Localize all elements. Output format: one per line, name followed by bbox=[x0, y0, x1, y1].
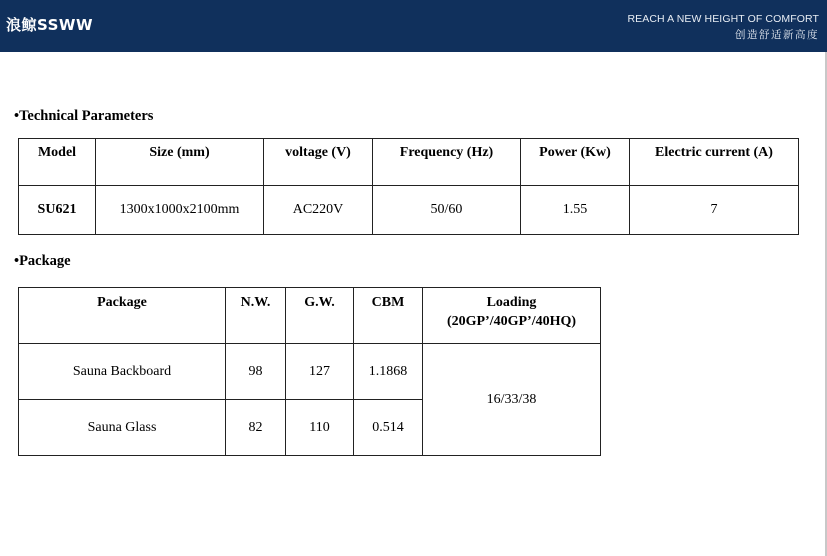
cell-package: Sauna Glass bbox=[19, 400, 226, 456]
cell-frequency: 50/60 bbox=[373, 186, 521, 235]
technical-parameters-title: •Technical Parameters bbox=[14, 108, 154, 124]
table-header-row bbox=[19, 288, 601, 344]
cell-size: 1300x1000x2100mm bbox=[96, 186, 264, 235]
header-voltage: voltage (V) bbox=[264, 139, 373, 186]
header-frequency: Frequency (Hz) bbox=[373, 139, 521, 186]
header-gross-weight: G.W. bbox=[286, 288, 354, 344]
cell-cbm: 0.514 bbox=[354, 400, 423, 456]
cell-model: SU621 bbox=[19, 186, 96, 235]
cell-power: 1.55 bbox=[521, 186, 630, 235]
cell-gross-weight: 127 bbox=[286, 344, 354, 400]
tagline bbox=[627, 13, 819, 42]
table-header-row bbox=[19, 139, 799, 186]
header-electric-current: Electric current (A) bbox=[630, 139, 799, 186]
cell-net-weight: 82 bbox=[226, 400, 286, 456]
header-loading bbox=[423, 288, 601, 344]
technical-parameters-table bbox=[18, 138, 799, 235]
header-bar bbox=[0, 0, 827, 52]
cell-voltage: AC220V bbox=[264, 186, 373, 235]
header-model: Model bbox=[19, 139, 96, 186]
package-title: •Package bbox=[14, 253, 71, 269]
tagline-english: REACH A NEW HEIGHT OF COMFORT bbox=[627, 13, 819, 25]
header-power: Power (Kw) bbox=[521, 139, 630, 186]
cell-loading: 16/33/38 bbox=[423, 344, 601, 456]
cell-gross-weight: 110 bbox=[286, 400, 354, 456]
table-row bbox=[19, 344, 601, 400]
tagline-chinese: 创造舒适新高度 bbox=[735, 29, 819, 41]
cell-net-weight: 98 bbox=[226, 344, 286, 400]
cell-cbm: 1.1868 bbox=[354, 344, 423, 400]
package-table bbox=[18, 287, 601, 456]
cell-package: Sauna Backboard bbox=[19, 344, 226, 400]
table-row bbox=[19, 186, 799, 235]
header-loading-label: Loading bbox=[486, 295, 537, 310]
cell-electric-current: 7 bbox=[630, 186, 799, 235]
brand-logo: 浪鲸SSWW bbox=[6, 16, 94, 34]
header-package: Package bbox=[19, 288, 226, 344]
header-size: Size (mm) bbox=[96, 139, 264, 186]
header-net-weight: N.W. bbox=[226, 288, 286, 344]
header-cbm: CBM bbox=[354, 288, 423, 344]
header-loading-containers: (20GP’/40GP’/40HQ) bbox=[446, 314, 577, 329]
